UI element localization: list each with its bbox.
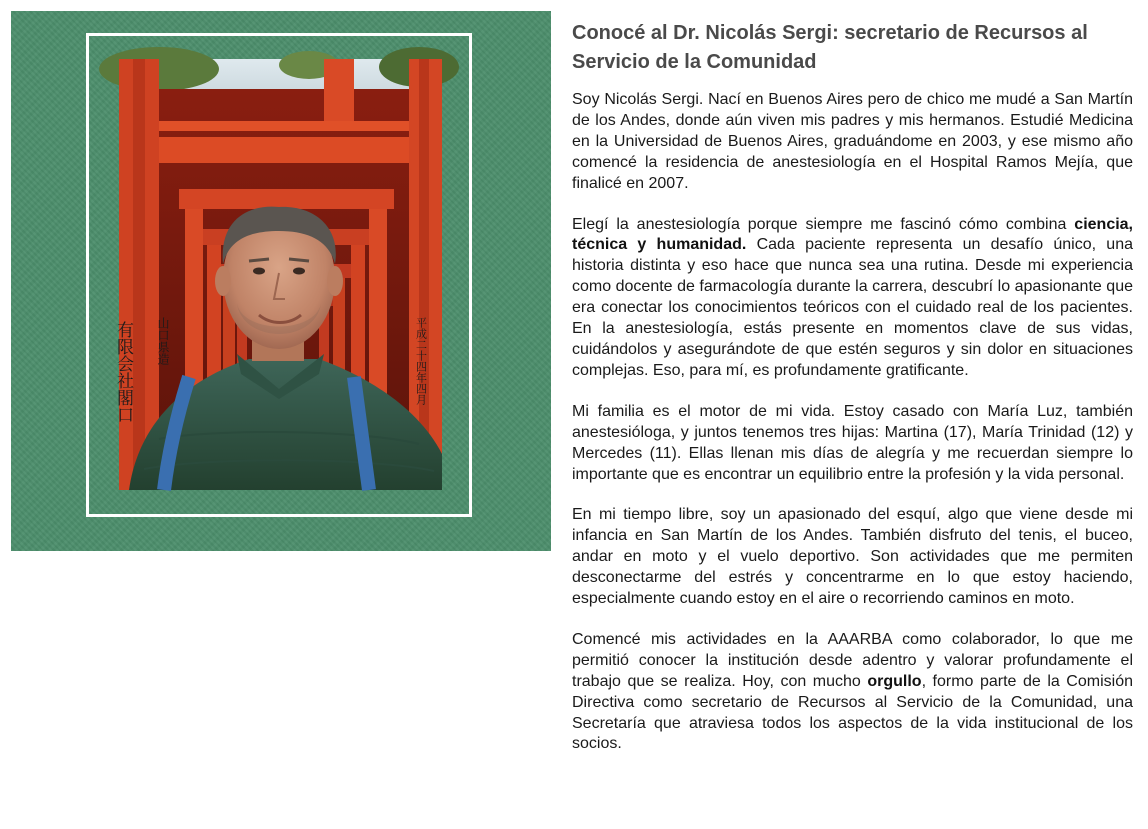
article-paragraph-3 <box>572 402 1133 486</box>
paragraph-2-bold: ciencia, técnica y humanidad. <box>572 215 1133 254</box>
inscription-left: 有限会社閣口 <box>113 321 133 423</box>
paragraph-2-text-after: Cada paciente representa un desafío único, una historia distinta y eso hace que nunca sea una rutina. Desde mi experiencia como docente de farmacología durante la carrera, descubrí lo apasionante que era conectar los conocimientos teóricos con el cuidado real de los pacientes. En la anestesiología, estás presente en momentos clave de sus vidas, cuidándolos y asegurándote de que estén seguros y sin dolor en situaciones complejas. Eso, para mí, es profundamente gratificante. <box>572 236 1133 379</box>
article-paragraph-1 <box>572 90 1133 195</box>
paragraph-5-text-after: , formo parte de la Comisión Directiva como secretario de Recursos al Servicio de la Comunidad, una Secretaría que atraviesa todos los aspectos de la vida institucional de los socios. <box>572 672 1133 753</box>
paragraph-1-text: Soy Nicolás Sergi. Nací en Buenos Aires pero de chico me mudé a San Martín de los Andes, donde aún viven mis padres y mis hermanos. Estudié Medicina en la Universidad de Buenos Aires, graduándome en 2003, y ese mismo año comencé la residencia de anestesiología en el Hospital Ramos Mejía, que finalicé en 2007. <box>572 91 1133 192</box>
inscription-mid: 山口県造 <box>156 317 170 365</box>
portrait-photo <box>113 59 442 490</box>
paragraph-4-text: En mi tiempo libre, soy un apasionado del esquí, algo que viene desde mi infancia en San Martín de los Andes. También disfruto del tenis, el buceo, andar en moto y el vuelo deportivo. Son actividades que me permiten desconectarme del estrés y concentrarme en lo que estoy haciendo, especialmente cuando estoy en el aire o recorriendo caminos en moto. <box>572 506 1133 608</box>
paragraph-3-text: Mi familia es el motor de mi vida. Estoy casado con María Luz, también anestesióloga, y juntos tenemos tres hijas: Martina (17), María Trinidad (12) y Mercedes (11). Ellas llenan mis días de alegría y me recuerdan siempre lo importante que es encontrar un equilibrio entre la profesión y la vida personal. <box>572 402 1133 483</box>
article-paragraph-4 <box>572 505 1133 610</box>
article-paragraph-2 <box>572 215 1133 382</box>
paragraph-2-text-before: Elegí la anestesiología porque siempre me fascinó cómo combina <box>572 215 1075 233</box>
article-paragraph-5 <box>572 630 1133 755</box>
portrait-photo-icon <box>113 59 442 490</box>
photo-panel <box>11 11 551 551</box>
inscription-right: 平成二十四年四月 <box>414 317 428 405</box>
paragraph-5-bold: orgullo <box>867 672 922 690</box>
paragraph-5-text-before: Comencé mis actividades en la AAARBA como colaborador, lo que me permitió conocer la institución desde adentro y valorar profundamente el trabajo que se realiza. Hoy, con mucho <box>572 630 1133 690</box>
article <box>572 19 1133 775</box>
article-title: Conocé al Dr. Nicolás Sergi: secretario de Recursos al Servicio de la Comunidad <box>572 22 1088 73</box>
